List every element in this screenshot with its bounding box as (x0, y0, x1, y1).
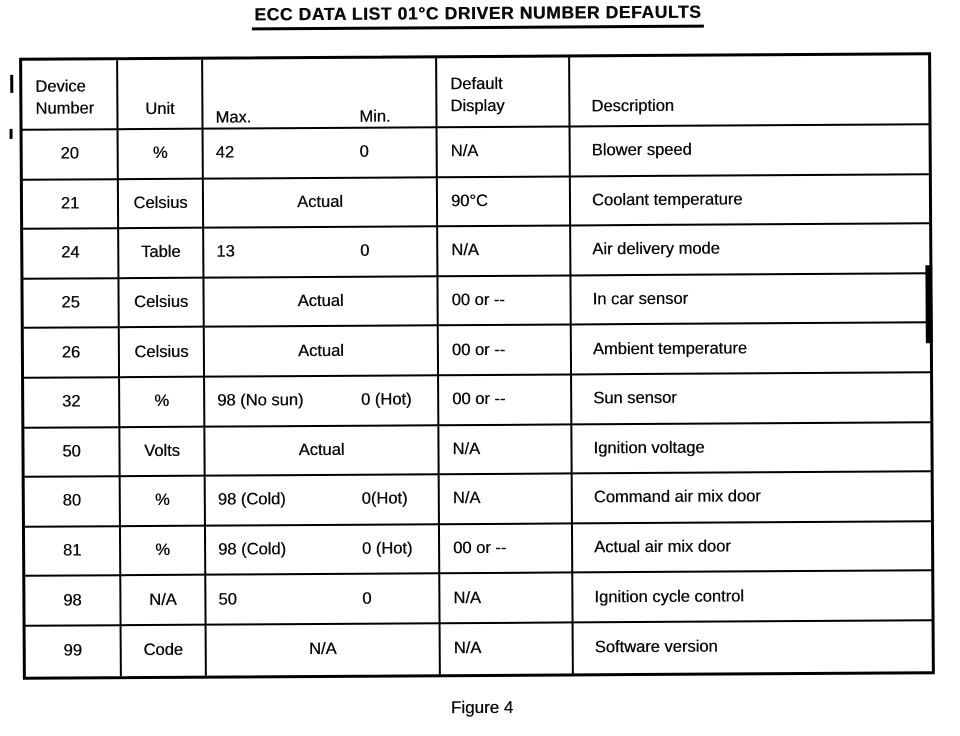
cell-unit: % (121, 477, 206, 527)
min-value: 0(Hot) (361, 489, 408, 509)
max-value: 50 (218, 590, 237, 609)
page-title-text: ECC DATA LIST 01°C DRIVER NUMBER DEFAULTS (252, 2, 703, 31)
cell-max-min (204, 178, 438, 229)
cell-device-number: 99 (26, 626, 122, 676)
cell-unit: % (120, 378, 205, 428)
cell-device-number: 98 (25, 577, 121, 627)
cell-unit: Table (119, 229, 204, 279)
cell-description: Air delivery mode (571, 224, 929, 276)
cell-device-number: 32 (24, 378, 120, 428)
ecc-data-table (19, 52, 935, 680)
header-default-display (437, 57, 570, 128)
scan-artifact (10, 129, 13, 139)
max-value: 42 (215, 143, 235, 162)
cell-description: Blower speed (571, 125, 929, 177)
cell-default-display: N/A (441, 623, 574, 673)
cell-default-display: 00 or -- (439, 375, 572, 425)
cell-description: Actual air mix door (573, 522, 931, 574)
cell-description: Coolant temperature (571, 175, 929, 227)
cell-unit: Code (122, 626, 207, 676)
header-min: Min. (359, 107, 391, 126)
figure-caption: Figure 4 (450, 697, 514, 718)
cell-device-number: 50 (24, 428, 120, 478)
cell-default-display: N/A (440, 475, 573, 525)
header-description: Description (570, 55, 928, 127)
header-default-line1: Default (450, 74, 503, 94)
scan-artifact (925, 265, 932, 343)
cell-default-display: N/A (440, 574, 573, 624)
cell-default-display: N/A (438, 127, 571, 177)
cell-unit: Celsius (119, 278, 204, 328)
cell-default-display: N/A (438, 227, 571, 277)
max-min-span-value: Actual (297, 291, 344, 311)
max-min-span-value: Actual (298, 440, 345, 459)
cell-unit: Celsius (119, 179, 204, 229)
max-value: 13 (216, 242, 235, 262)
cell-unit: N/A (121, 576, 206, 626)
cell-device-number: 24 (23, 229, 119, 279)
cell-description: Ignition cycle control (573, 572, 931, 624)
cell-description: Ignition voltage (572, 423, 930, 475)
min-value: 0 (360, 242, 370, 261)
cell-max-min (204, 128, 438, 179)
min-value: 0 (359, 142, 369, 162)
header-unit: Unit (118, 60, 203, 131)
cell-description: Command air mix door (573, 472, 931, 524)
max-value: 98 (No sun) (217, 391, 304, 410)
cell-max-min (207, 624, 441, 675)
header-device-line1: Device (35, 77, 86, 96)
cell-device-number: 26 (24, 329, 120, 379)
cell-description: Ambient temperature (572, 324, 930, 376)
cell-device-number: 20 (23, 130, 119, 180)
cell-max-min (206, 575, 440, 626)
cell-max-min (206, 475, 440, 526)
cell-description: Software version (594, 637, 718, 657)
cell-default-display: 00 or -- (438, 276, 571, 326)
cell-unit: % (121, 526, 206, 576)
cell-max-min (204, 277, 438, 328)
page-title (0, 0, 958, 32)
max-min-span-value: Actual (297, 341, 344, 360)
min-value: 0 (362, 589, 372, 608)
header-default-line2: Display (450, 96, 505, 116)
max-value: 98 (Cold) (217, 490, 286, 510)
header-max: Max. (215, 108, 252, 127)
cell-unit: Volts (120, 427, 205, 477)
min-value: 0 (Hot) (360, 390, 412, 409)
cell-default-display: N/A (439, 425, 572, 475)
cell-default-display: 00 or -- (440, 524, 573, 574)
max-value: 98 (Cold) (218, 540, 287, 559)
cell-description: In car sensor (571, 274, 929, 326)
min-value: 0 (Hot) (361, 539, 413, 558)
header-device-number (22, 60, 118, 131)
scan-artifact (10, 75, 13, 93)
header-max-min (203, 58, 437, 129)
cell-unit: Celsius (120, 328, 205, 378)
cell-device-number: 25 (23, 279, 119, 329)
cell-default-display: 00 or -- (439, 326, 572, 376)
cell-max-min (205, 327, 439, 378)
cell-unit: % (119, 130, 204, 180)
cell-description: Sun sensor (572, 373, 930, 425)
cell-max-min (205, 426, 439, 477)
cell-device-number: 80 (25, 477, 121, 527)
cell-max-min (204, 227, 438, 278)
max-min-span-value: Actual (296, 192, 343, 212)
cell-max-min (206, 525, 440, 576)
cell-device-number: 81 (25, 527, 121, 577)
cell-default-display: 90°C (438, 177, 571, 227)
cell-max-min (205, 376, 439, 427)
max-min-span-value: N/A (308, 640, 337, 659)
cell-device-number: 21 (23, 180, 119, 230)
header-device-line2: Number (35, 99, 95, 118)
